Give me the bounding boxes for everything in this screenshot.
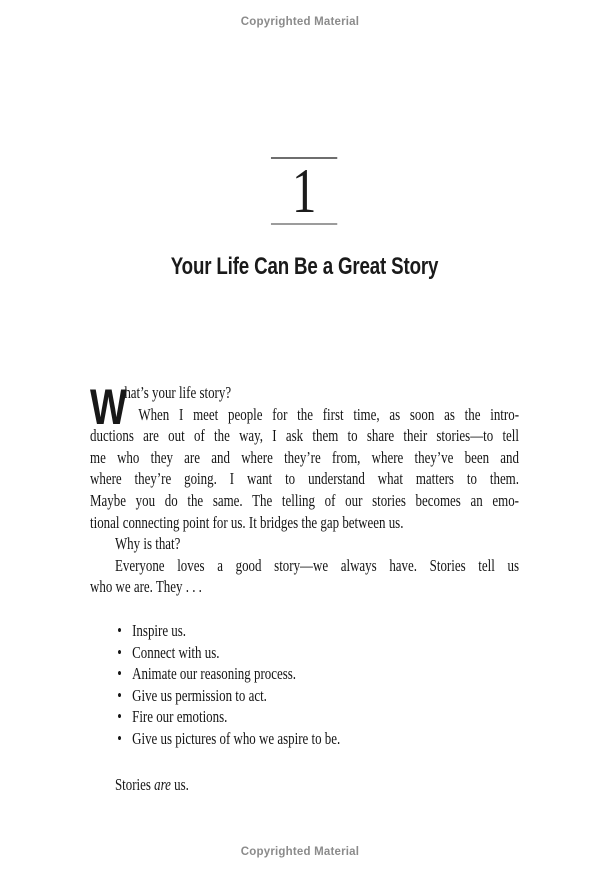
list-item-text: Give us pictures of who we aspire to be. [132, 728, 341, 748]
closing-pre: Stories [114, 774, 155, 794]
bullet-icon: • [117, 642, 122, 662]
body-line: me who they are and where they’re from, where they’ve been and [90, 447, 519, 467]
closing-post: us. [170, 774, 189, 794]
list-item-text: Animate our reasoning process. [132, 664, 297, 684]
bullet-list [90, 620, 519, 750]
chapter-number-block [271, 157, 337, 225]
bullet-icon: • [117, 707, 122, 727]
body-line: Everyone loves a good story—we always have. Stories tell us [114, 555, 520, 575]
chapter-title: Your Life Can Be a Great Story [170, 253, 439, 280]
list-item-text: Connect with us. [132, 642, 220, 662]
list-item [90, 728, 519, 750]
list-item [90, 642, 519, 664]
body-line: tional connecting point for us. It bridges the gap between us. [90, 512, 404, 532]
body-line: When I meet people for the first time, as soon as the intro- [138, 404, 520, 424]
chapter-number: 1 [291, 156, 317, 226]
body-line: where they’re going. I want to understand what matters to them. [90, 469, 519, 489]
list-item-text: Fire our emotions. [132, 707, 228, 727]
list-item [90, 620, 519, 642]
copyright-notice-bottom: Copyrighted Material [240, 846, 360, 858]
bullet-icon: • [117, 728, 122, 748]
list-item [90, 685, 519, 707]
body-line: Maybe you do the same. The telling of our stories becomes an emo- [90, 490, 519, 510]
bullet-icon: • [117, 685, 122, 705]
drop-cap: W [90, 379, 127, 435]
body-line: Why is that? [114, 534, 181, 554]
closing-line [90, 774, 519, 796]
list-item-text: Give us permission to act. [132, 685, 267, 705]
body-line: ductions are out of the way, I ask them to share their stories—to tell [90, 426, 519, 446]
bullet-icon: • [117, 620, 122, 640]
body-text [90, 379, 520, 795]
list-item-text: Inspire us. [132, 620, 187, 640]
copyright-notice-top: Copyrighted Material [240, 16, 360, 28]
text-column [90, 0, 519, 879]
list-item [90, 706, 519, 728]
body-line: hat’s your life story? [124, 383, 232, 402]
list-item [90, 663, 519, 685]
bullet-icon: • [117, 664, 122, 684]
body-line: who we are. They . . . [90, 577, 202, 597]
closing-emphasis: are [154, 774, 171, 794]
